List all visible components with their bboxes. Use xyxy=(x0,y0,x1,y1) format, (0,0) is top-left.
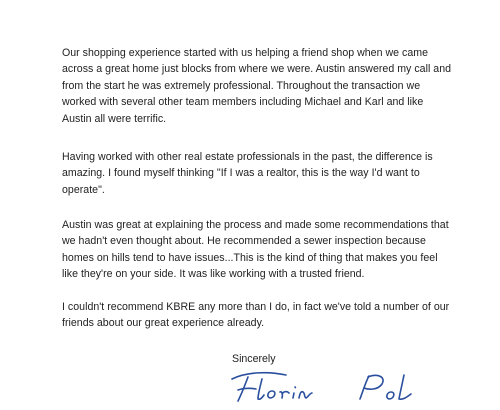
paragraph-shopping-experience: Our shopping experience started with us helping a friend shop when we came across a great home just blocks from where we were. Austin answered my call and from the start he was extremely professional. Throughout the transaction we worked with several other team members including Michael and Karl and like Austin all were terrific. xyxy=(62,47,452,125)
handwritten-signature xyxy=(228,363,488,409)
closing-salutation: Sincerely xyxy=(232,353,276,365)
paragraph-recommendations: Austin was great at explaining the process and made some recommendations that we hadn't even thought about. He recommended a sewer inspection because homes on hills tend to have issues...This is the kind of thing that makes you feel like they're on your side. It was like working with a trusted friend. xyxy=(62,219,449,281)
paragraph-comparison: Having worked with other real estate professionals in the past, the difference is amazing. I found myself thinking "If I was a realtor, this is the way I'd want to operate". xyxy=(62,151,433,196)
paragraph-endorsement: I couldn't recommend KBRE any more than I do, in fact we've told a number of our friends about our great experience already. xyxy=(62,301,450,330)
